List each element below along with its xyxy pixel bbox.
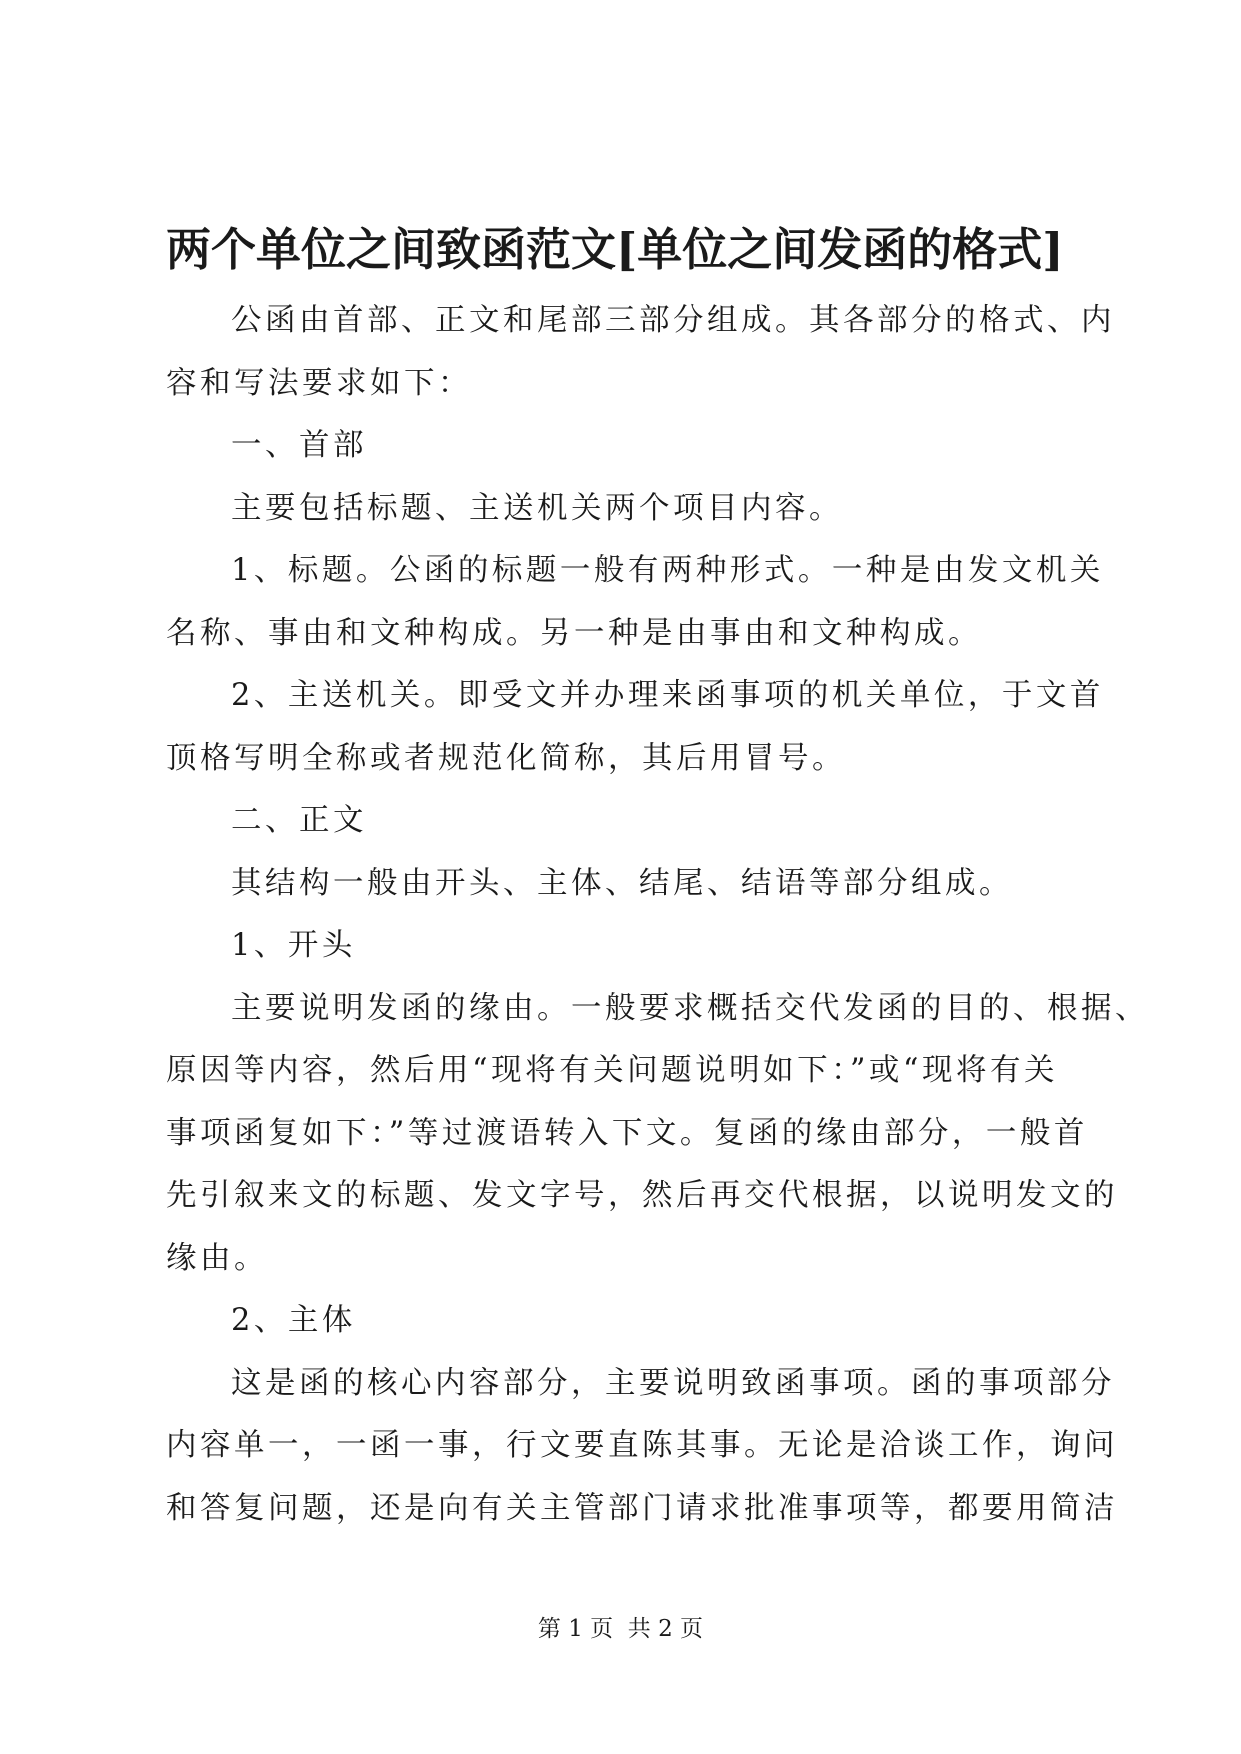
page-number-footer: 第 1 页 共 2 页 <box>537 1616 704 1642</box>
document-body <box>166 290 1149 1540</box>
text-line: 1、开头 <box>231 928 356 963</box>
text-line: 容和写法要求如下： <box>166 365 472 401</box>
text-line: 缘由。 <box>166 1240 268 1276</box>
section-heading <box>166 415 1078 478</box>
text-line: 一、首部 <box>231 428 367 463</box>
subsection-heading <box>166 915 1078 978</box>
paragraph <box>166 478 1078 541</box>
text-line: 其结构一般由开头、主体、结尾、结语等部分组成。 <box>231 865 1013 901</box>
text-line: 1、标题。公函的标题一般有两种形式。一种是由发文机关 <box>231 553 1104 588</box>
paragraph <box>166 1353 1118 1541</box>
text-line: 原因等内容，然后用“现将有关问题说明如下：”或“现将有关 <box>166 1053 1059 1088</box>
paragraph <box>166 853 1078 916</box>
text-line: 内容单一，一函一事，行文要直陈其事。无论是洽谈工作，询问 <box>166 1428 1118 1463</box>
paragraph <box>166 540 1104 665</box>
paragraph <box>166 978 1149 1291</box>
text-line: 顶格写明全称或者规范化简称，其后用冒号。 <box>166 740 846 776</box>
text-line: 和答复问题，还是向有关主管部门请求批准事项等，都要用简洁 <box>166 1490 1118 1526</box>
text-line: 这是函的核心内容部分，主要说明致函事项。函的事项部分 <box>231 1365 1115 1401</box>
text-line: 先引叙来文的标题、发文字号，然后再交代根据，以说明发文的 <box>166 1178 1118 1213</box>
text-line: 主要包括标题、主送机关两个项目内容。 <box>231 490 843 526</box>
text-line: 2、主送机关。即受文并办理来函事项的机关单位，于文首 <box>231 678 1104 713</box>
text-line: 2、主体 <box>231 1303 356 1338</box>
text-line: 主要说明发函的缘由。一般要求概括交代发函的目的、根据、 <box>231 990 1149 1026</box>
text-line: 事项函复如下：”等过渡语转入下文。复函的缘由部分，一般首 <box>166 1115 1088 1151</box>
section-heading <box>166 790 1078 853</box>
text-line: 二、正文 <box>231 803 367 838</box>
text-line: 公函由首部、正文和尾部三部分组成。其各部分的格式、内 <box>231 303 1115 338</box>
text-line: 名称、事由和文种构成。另一种是由事由和文种构成。 <box>166 615 982 651</box>
document-title: 两个单位之间致函范文[单位之间发函的格式] <box>166 223 1064 276</box>
paragraph <box>166 665 1104 790</box>
paragraph <box>166 290 1115 415</box>
subsection-heading <box>166 1290 1078 1353</box>
